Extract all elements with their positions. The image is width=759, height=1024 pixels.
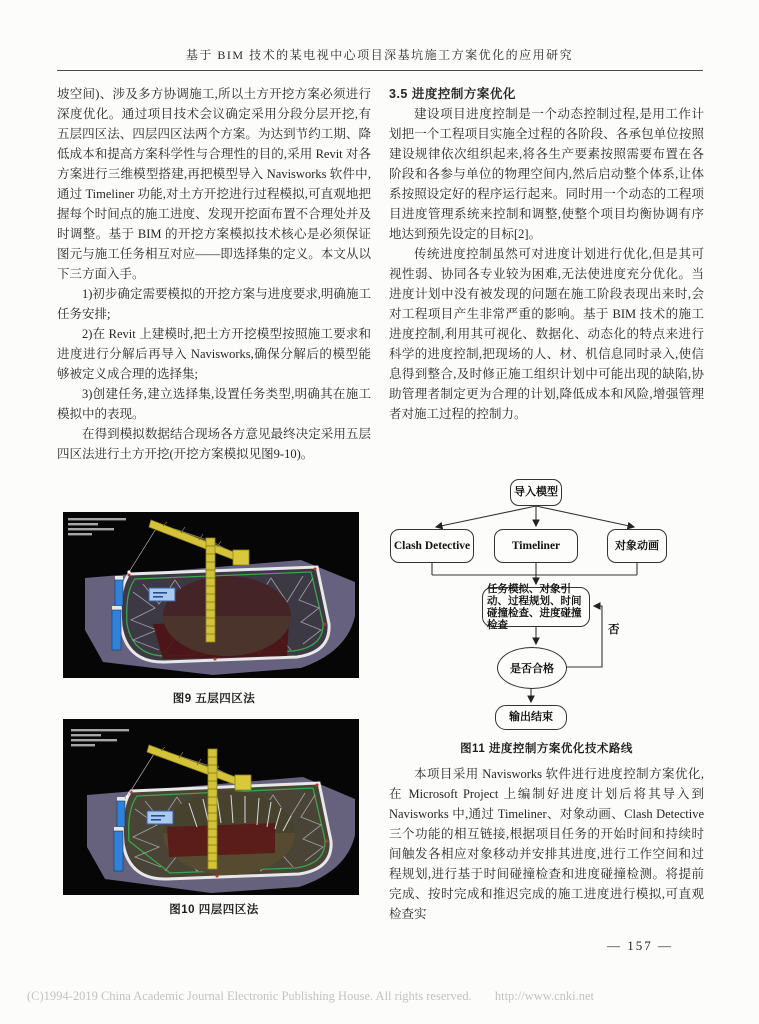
cnki-url: http://www.cnki.net xyxy=(494,989,595,1003)
flowchart-no-label: 否 xyxy=(608,624,620,636)
page-number: — 157 — xyxy=(607,938,673,953)
flowchart-node-output-result: 输出结束 xyxy=(495,705,567,730)
crane-mast xyxy=(208,749,217,869)
footer-copyright xyxy=(27,989,747,1004)
crane-mast xyxy=(206,538,215,642)
excavated-red-zone xyxy=(167,823,275,857)
header-divider xyxy=(57,70,703,71)
crane-counterweight xyxy=(233,550,249,565)
list-item-1: 1)初步确定需要模拟的开挖方案与进度要求,明确施工任务安排; xyxy=(57,287,371,321)
figure11-flowchart xyxy=(389,478,704,732)
figure9-bim-model-image xyxy=(63,512,359,678)
figure9-caption: 图9 五层四区法 xyxy=(172,693,256,705)
section-heading-3-5: 3.5 进度控制方案优化 xyxy=(389,87,516,101)
figure10-bim-model-image xyxy=(63,719,359,895)
flowchart-node-object-animation: 对象动画 xyxy=(607,529,667,563)
flowchart-node-simulation-checks: 任务模拟、对象引动、过程规划、时间碰撞检查、进度碰撞检查 xyxy=(482,587,590,627)
figure11-caption: 图11 进度控制方案优化技术路线 xyxy=(460,743,633,755)
site-sign-board xyxy=(147,811,173,824)
flowchart-decision-pass: 是否合格 xyxy=(497,647,567,689)
right-column-continued xyxy=(389,764,704,924)
flowchart-node-clash-detective: Clash Detective xyxy=(390,529,474,563)
body-paragraph: 建设项目进度控制是一个动态控制过程,是用工作计划把一个工程项目实施全过程的各阶段、各承包单位按照建设规律依次组织起来,将各生产要素按照需要布置在各阶段和各参与单位的物理空间内,然后启动整个体系,让体系按照设定好的程序运行起来。同时用一个动态的工程项目进度管理系统来控制和调整,使整个项目均衡协调有序地达到预先设定的目标[2]。 xyxy=(389,107,704,241)
left-column xyxy=(57,84,371,464)
body-paragraph: 坡空间)、涉及多方协调施工,所以土方开挖方案必须进行深度优化。通过项目技术会议确定采用分段分层开挖,有五层四区法、四层四区法两个方案。为达到节约工期、降低成本和提高方案科学性与合理性的目的,采用 Revit 对各方案进行三维模型搭建,再把模型导入 Navisworks 软件中,通过 Timeliner 功能,对土方开挖进行过程模拟,可直观地把握每个时间点的施工进度、发现开挖面布置不合理处并及时调整。基于 BIM 的开挖方案模拟技术核心是必须保证图元与施工任务相互对应——即选择集的定义。本文从以下三方面入手。 xyxy=(57,87,371,281)
body-paragraph: 本项目采用 Navisworks 软件进行进度控制方案优化,在 Microsoft Project 上编制好进度计划后将其导入到 Navisworks 中,通过 Timeliner、对象动画、Clash Detective 三个功能的相互链接,根据项目任务的开始时间和持续时间触发各相应对象移动并安排其进度,进行工作空间和过程规划,进行基于时间碰撞检查和进度碰撞检测。将提前完成、按时完成和推迟完成的施工进度进行模拟,可直观检查实 xyxy=(389,767,704,921)
flowchart-node-import-model: 导入模型 xyxy=(510,479,562,506)
body-paragraph: 在得到模拟数据结合现场各方意见最终决定采用五层四区法进行土方开挖(开挖方案模拟见图9-10)。 xyxy=(57,427,371,461)
right-column xyxy=(389,84,704,424)
list-item-2: 2)在 Revit 上建模时,把土方开挖模型按照施工要求和进度进行分解后再导入 Navisworks,确保分解后的模型能够被定义成合理的选择集; xyxy=(57,327,371,381)
figure10-caption: 图10 四层四区法 xyxy=(169,904,259,916)
body-paragraph: 传统进度控制虽然可对进度计划进行优化,但是其可视性弱、协同各专业较为困难,无法使进度充分优化。当进度计划中没有被发现的问题在施工阶段表现出来时,会对工程项目产生非常严重的影响。基于 BIM 技术的施工进度控制,利用其可视化、数据化、动态化的特点来进行科学的进度控制,把现场的人、材、机信息同时录入,使信息得到整合,及时修正施工组织计划中可能出现的缺陷,协助管理者制定更为合理的计划,降低成本和风险,增强管理者对施工过程的控制力。 xyxy=(389,247,704,421)
list-item-3: 3)创建任务,建立选择集,设置任务类型,明确其在施工模拟中的表现。 xyxy=(57,387,371,421)
site-sign-board xyxy=(149,588,175,601)
running-head-title: 基于 BIM 技术的某电视中心项目深基坑施工方案优化的应用研究 xyxy=(185,48,574,62)
crane-counterweight xyxy=(235,775,251,790)
copyright-text: (C)1994-2019 China Academic Journal Electronic Publishing House. All rights reserved. xyxy=(27,989,472,1003)
flowchart-node-timeliner: Timeliner xyxy=(494,529,578,563)
